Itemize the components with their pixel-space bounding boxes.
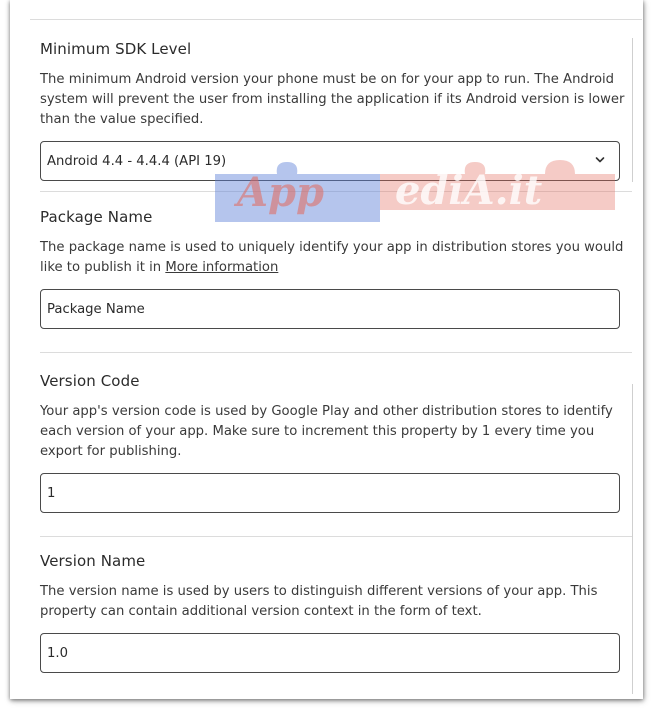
more-information-link[interactable]: More information	[165, 260, 279, 275]
appedia-watermark-logo	[215, 160, 615, 222]
min-sdk-selected-value: Android 4.4 - 4.4.4 (API 19)	[47, 154, 227, 169]
section-divider	[40, 352, 632, 353]
package-name-description	[40, 238, 630, 278]
version-code-value: 1	[47, 486, 56, 501]
version-name-section	[40, 552, 622, 682]
version-name-description: The version name is used by users to distinguish different versions of your app. This property can contain additional version context in the form of text.	[40, 584, 598, 619]
package-name-placeholder: Package Name	[47, 302, 145, 317]
package-name-section	[40, 208, 622, 338]
version-code-heading: Version Code	[40, 372, 140, 390]
min-sdk-description: The minimum Android version your phone must be on for your app to run. The Android system will prevent the user from installing the application if its Android version is lower than the value specified.	[40, 72, 625, 127]
package-name-heading: Package Name	[40, 208, 153, 226]
package-name-description-text: The package name is used to uniquely identify your app in distribution stores you would like to publish it in	[40, 240, 624, 275]
right-rail	[632, 384, 633, 694]
right-rail	[632, 38, 633, 182]
top-divider	[30, 19, 642, 20]
version-code-input[interactable]	[40, 473, 620, 513]
min-sdk-heading: Minimum SDK Level	[40, 40, 192, 58]
watermark-text-right: ediA.it	[395, 167, 543, 214]
package-name-input[interactable]	[40, 289, 620, 329]
section-divider	[40, 536, 632, 537]
watermark-text-left: App	[237, 169, 324, 216]
version-code-section	[40, 372, 622, 522]
version-name-value: 1.0	[47, 646, 68, 661]
version-name-input[interactable]	[40, 633, 620, 673]
settings-panel	[10, 0, 643, 699]
version-name-heading: Version Name	[40, 552, 146, 570]
version-code-description: Your app's version code is used by Google Play and other distribution stores to identify each version of your app. Make sure to increment this property by 1 every time you export for publishing.	[40, 404, 613, 459]
